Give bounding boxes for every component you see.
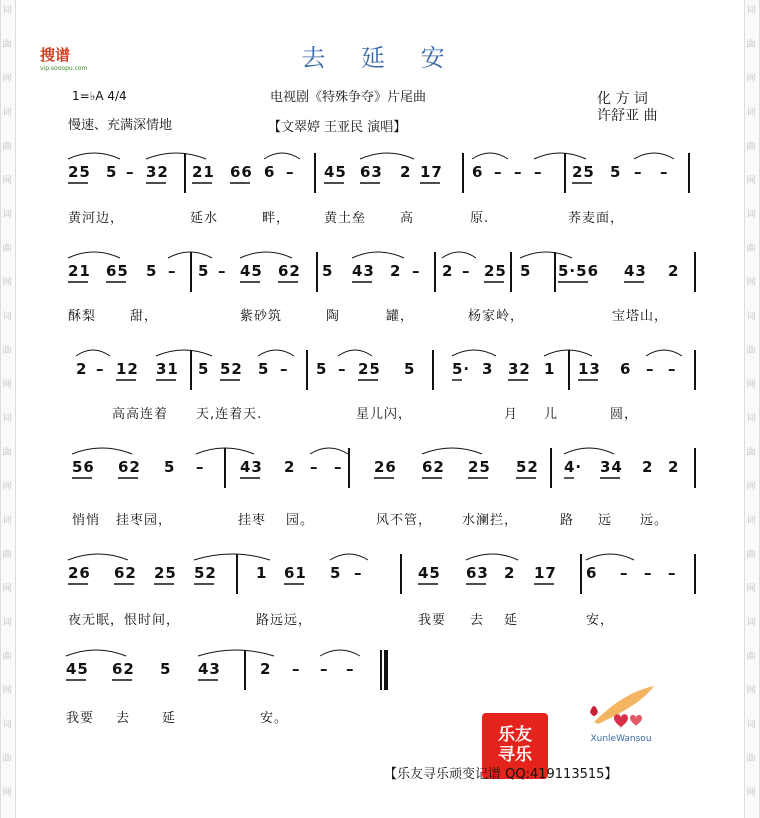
- note-group: 43: [352, 262, 375, 280]
- lyric-text: 高高连着: [112, 407, 169, 422]
- note-group: 5: [106, 163, 118, 181]
- composer-credit: 许舒亚 曲: [597, 108, 658, 124]
- note-group: 25: [468, 458, 491, 476]
- slur-arc: [452, 350, 496, 356]
- note-group: 31: [156, 360, 179, 378]
- lyric-text: 水澜拦，: [462, 513, 519, 528]
- slur-arc: [156, 350, 212, 356]
- watermark-char: 词: [2, 720, 12, 730]
- note-group: 1: [256, 564, 268, 582]
- lyric-text: 星儿闪，: [356, 407, 413, 422]
- lyric-text: 原.: [470, 211, 490, 226]
- note-group: 52: [516, 458, 539, 476]
- lyric-text: 安。: [260, 711, 289, 726]
- note-group: –: [334, 458, 343, 476]
- lyric-text: 月: [504, 407, 519, 422]
- note-group: 45: [66, 660, 89, 678]
- note-group: 62: [114, 564, 137, 582]
- slur-arc: [72, 448, 132, 454]
- slur-arc: [68, 554, 128, 560]
- watermark-char: 曲: [746, 448, 756, 458]
- slur-arc: [310, 448, 348, 454]
- note-group: –: [218, 262, 227, 280]
- lyric-text: 宝塔山，: [612, 309, 669, 324]
- watermark-char: 词: [746, 618, 756, 628]
- watermark-char: 词: [746, 210, 756, 220]
- lyric-text: 去: [116, 711, 131, 726]
- slur-arc: [586, 554, 634, 560]
- note-group: 52: [220, 360, 243, 378]
- note-group: –: [310, 458, 319, 476]
- note-group: 17: [420, 163, 443, 181]
- note-group: 5: [258, 360, 270, 378]
- note-group: –: [126, 163, 135, 181]
- lyric-text: 挂枣: [238, 513, 267, 528]
- note-group: 5: [198, 360, 210, 378]
- note-group: –: [514, 163, 523, 181]
- xunle-logo-text: XunleWansou: [590, 734, 652, 744]
- note-group: 5: [330, 564, 342, 582]
- red-seal-stamp: 乐友 寻乐: [482, 713, 548, 779]
- note-group: 2: [504, 564, 516, 582]
- slur-arc: [196, 448, 254, 454]
- lyric-text: 延: [162, 711, 177, 726]
- slur-arc: [422, 448, 482, 454]
- slur-arc: [240, 252, 292, 258]
- lyric-text: 延: [504, 613, 519, 628]
- note-group: –: [346, 660, 355, 678]
- watermark-char: 词: [746, 6, 756, 16]
- watermark-char: 网: [2, 278, 12, 288]
- note-group: –: [168, 262, 177, 280]
- performers: 【文翠婷 王亚民 演唱】: [268, 120, 407, 135]
- slur-arc: [544, 350, 592, 356]
- note-group: 2: [668, 262, 680, 280]
- note-group: 5: [146, 262, 158, 280]
- note-group: 5: [610, 163, 622, 181]
- slur-arc: [146, 153, 206, 159]
- xunle-logo: [584, 682, 658, 742]
- watermark-char: 词: [2, 516, 12, 526]
- watermark-char: 曲: [746, 142, 756, 152]
- note-group: 12: [116, 360, 139, 378]
- note-group: 2: [76, 360, 88, 378]
- note-group: –: [494, 163, 503, 181]
- watermark-char: 网: [2, 482, 12, 492]
- lyric-text: 挂枣园，: [116, 513, 173, 528]
- watermark-char: 词: [746, 720, 756, 730]
- watermark-char: 曲: [746, 40, 756, 50]
- note-group: 6: [472, 163, 484, 181]
- note-group: 2: [642, 458, 654, 476]
- slur-arc: [520, 252, 572, 258]
- logo-url: vip.sooopu.com: [40, 65, 88, 72]
- note-group: 25: [68, 163, 91, 181]
- note-group: 56: [72, 458, 95, 476]
- lyric-text: 我要: [418, 613, 447, 628]
- lyric-text: 高: [400, 211, 415, 226]
- slur-arc: [258, 350, 294, 356]
- watermark-char: 词: [2, 414, 12, 424]
- watermark-char: 网: [746, 74, 756, 84]
- lyric-text: 罐，: [386, 309, 415, 324]
- watermark-char: 网: [2, 176, 12, 186]
- watermark-char: 曲: [746, 244, 756, 254]
- note-group: 5: [322, 262, 334, 280]
- watermark-char: 词: [746, 414, 756, 424]
- watermark-char: 网: [746, 482, 756, 492]
- lyric-text: 儿: [544, 407, 559, 422]
- note-group: 32: [508, 360, 531, 378]
- note-group: 1: [544, 360, 556, 378]
- note-group: 3: [482, 360, 494, 378]
- note-group: 62: [422, 458, 445, 476]
- slur-arc: [330, 554, 368, 560]
- watermark-char: 网: [2, 788, 12, 798]
- note-group: 62: [118, 458, 141, 476]
- slur-arc: [472, 153, 508, 159]
- lyric-text: 黄土垒: [324, 211, 367, 226]
- lyric-text: 路: [560, 513, 575, 528]
- lyric-text: 去: [470, 613, 485, 628]
- note-group: 6: [620, 360, 632, 378]
- slur-arc: [264, 153, 300, 159]
- note-group: 61: [284, 564, 307, 582]
- note-group: 21: [68, 262, 91, 280]
- note-group: 45: [240, 262, 263, 280]
- note-group: 2: [400, 163, 412, 181]
- note-group: 17: [534, 564, 557, 582]
- note-group: 5: [520, 262, 532, 280]
- watermark-char: 词: [746, 312, 756, 322]
- lyric-text: 延水: [190, 211, 219, 226]
- song-title: 去 延 安: [301, 44, 459, 72]
- slur-arc: [352, 252, 404, 258]
- slur-arc: [534, 153, 586, 159]
- footer-credit: 【乐友寻乐顽变记谱 QQ:419113515】: [384, 767, 618, 782]
- note-group: –: [280, 360, 289, 378]
- watermark-char: 词: [2, 210, 12, 220]
- slur-arc: [564, 448, 614, 454]
- lyric-text: 陶: [326, 309, 341, 324]
- slur-arc: [442, 252, 476, 258]
- note-group: –: [644, 564, 653, 582]
- note-group: 6: [264, 163, 276, 181]
- note-group: 63: [360, 163, 383, 181]
- watermark-char: 网: [746, 686, 756, 696]
- watermark-char: 曲: [746, 346, 756, 356]
- lyric-text: 园。: [286, 513, 315, 528]
- tempo-marking: 慢速、充满深情地: [68, 118, 173, 133]
- slur-arc: [194, 554, 270, 560]
- watermark-char: 词: [2, 6, 12, 16]
- note-group: 5: [160, 660, 172, 678]
- lyric-text: 紫砂筑: [240, 309, 283, 324]
- note-group: 2: [260, 660, 272, 678]
- watermark-char: 词: [746, 108, 756, 118]
- lyric-text: 安，: [586, 613, 615, 628]
- note-group: 32: [146, 163, 169, 181]
- note-group: 2: [442, 262, 454, 280]
- watermark-char: 词: [2, 618, 12, 628]
- watermark-char: 曲: [2, 754, 12, 764]
- lyric-text: 甜，: [130, 309, 159, 324]
- slur-arc: [338, 350, 372, 356]
- note-group: –: [660, 163, 669, 181]
- note-group: 34: [600, 458, 623, 476]
- note-group: 5: [404, 360, 416, 378]
- watermark-char: 词: [746, 516, 756, 526]
- note-group: 26: [68, 564, 91, 582]
- note-group: 25: [484, 262, 507, 280]
- lyric-text: 天,连着天.: [196, 407, 263, 422]
- lyric-text: 酥梨: [68, 309, 97, 324]
- lyric-text: 路远远，: [256, 613, 313, 628]
- note-group: 6: [586, 564, 598, 582]
- note-group: –: [668, 564, 677, 582]
- lyric-text: 杨家岭，: [468, 309, 525, 324]
- slur-arc: [466, 554, 518, 560]
- slur-arc: [68, 252, 120, 258]
- note-group: 5: [164, 458, 176, 476]
- song-subtitle: 电视剧《特殊争夺》片尾曲: [270, 90, 427, 105]
- note-group: 2: [284, 458, 296, 476]
- slur-arc: [198, 650, 274, 656]
- note-group: 21: [192, 163, 215, 181]
- note-group: 13: [578, 360, 601, 378]
- note-group: 43: [240, 458, 263, 476]
- lyric-text: 畔，: [262, 211, 291, 226]
- quill-heart-icon: [584, 682, 658, 730]
- note-group: 63: [466, 564, 489, 582]
- note-group: 65: [106, 262, 129, 280]
- note-group: –: [462, 262, 471, 280]
- watermark-char: 网: [746, 584, 756, 594]
- note-group: 66: [230, 163, 253, 181]
- watermark-char: 曲: [2, 40, 12, 50]
- slur-arc: [168, 252, 212, 258]
- watermark-char: 曲: [746, 550, 756, 560]
- note-group: 25: [358, 360, 381, 378]
- watermark-char: 网: [2, 74, 12, 84]
- slur-arc: [320, 650, 360, 656]
- note-group: –: [286, 163, 295, 181]
- slur-arc: [66, 650, 126, 656]
- note-group: 25: [572, 163, 595, 181]
- watermark-char: 网: [746, 788, 756, 798]
- lyricist-credit: 化 方 词: [597, 91, 648, 107]
- lyric-text: 远: [598, 513, 613, 528]
- watermark-char: 曲: [2, 142, 12, 152]
- watermark-char: 曲: [2, 652, 12, 662]
- note-group: 5: [316, 360, 328, 378]
- logo-text: 搜谱: [40, 46, 71, 64]
- note-group: –: [534, 163, 543, 181]
- note-group: 2: [668, 458, 680, 476]
- note-group: –: [646, 360, 655, 378]
- watermark-char: 网: [2, 584, 12, 594]
- watermark-char: 网: [746, 278, 756, 288]
- slur-arc: [68, 153, 120, 159]
- note-group: 26: [374, 458, 397, 476]
- slur-arc: [646, 350, 682, 356]
- slur-arc: [76, 350, 110, 356]
- note-group: –: [668, 360, 677, 378]
- slur-arc: [360, 153, 414, 159]
- lyric-text: 我要: [66, 711, 95, 726]
- note-group: –: [338, 360, 347, 378]
- watermark-char: 网: [2, 380, 12, 390]
- lyric-text: 黄河边，: [68, 211, 125, 226]
- watermark-char: 曲: [2, 244, 12, 254]
- lyric-text: 圆，: [610, 407, 639, 422]
- note-group: –: [320, 660, 329, 678]
- watermark-char: 词: [2, 312, 12, 322]
- note-group: –: [292, 660, 301, 678]
- note-group: 62: [278, 262, 301, 280]
- note-group: 4·: [564, 458, 583, 476]
- watermark-char: 曲: [2, 448, 12, 458]
- lyric-text: 风不管，: [376, 513, 433, 528]
- note-group: 2: [390, 262, 402, 280]
- lyric-text: 夜无眠，恨时间，: [68, 613, 181, 628]
- key-signature: 1=♭A 4/4: [72, 89, 127, 103]
- watermark-char: 网: [746, 380, 756, 390]
- note-group: 45: [324, 163, 347, 181]
- note-group: 5·56: [558, 262, 600, 280]
- lyric-text: 悄悄: [72, 513, 101, 528]
- slur-arc: [634, 153, 674, 159]
- note-group: –: [412, 262, 421, 280]
- note-group: 5·: [452, 360, 471, 378]
- note-group: 62: [112, 660, 135, 678]
- watermark-char: 网: [2, 686, 12, 696]
- watermark-char: 曲: [746, 652, 756, 662]
- lyric-text: 远。: [640, 513, 669, 528]
- note-group: 52: [194, 564, 217, 582]
- note-group: –: [196, 458, 205, 476]
- note-group: –: [620, 564, 629, 582]
- watermark-char: 曲: [2, 550, 12, 560]
- note-group: 5: [198, 262, 210, 280]
- note-group: 43: [198, 660, 221, 678]
- note-group: –: [96, 360, 105, 378]
- watermark-char: 曲: [2, 346, 12, 356]
- lyric-text: 荞麦面，: [568, 211, 625, 226]
- watermark-char: 网: [746, 176, 756, 186]
- watermark-char: 词: [2, 108, 12, 118]
- note-group: –: [354, 564, 363, 582]
- watermark-char: 曲: [746, 754, 756, 764]
- note-group: 45: [418, 564, 441, 582]
- note-group: 25: [154, 564, 177, 582]
- note-group: 43: [624, 262, 647, 280]
- note-group: –: [634, 163, 643, 181]
